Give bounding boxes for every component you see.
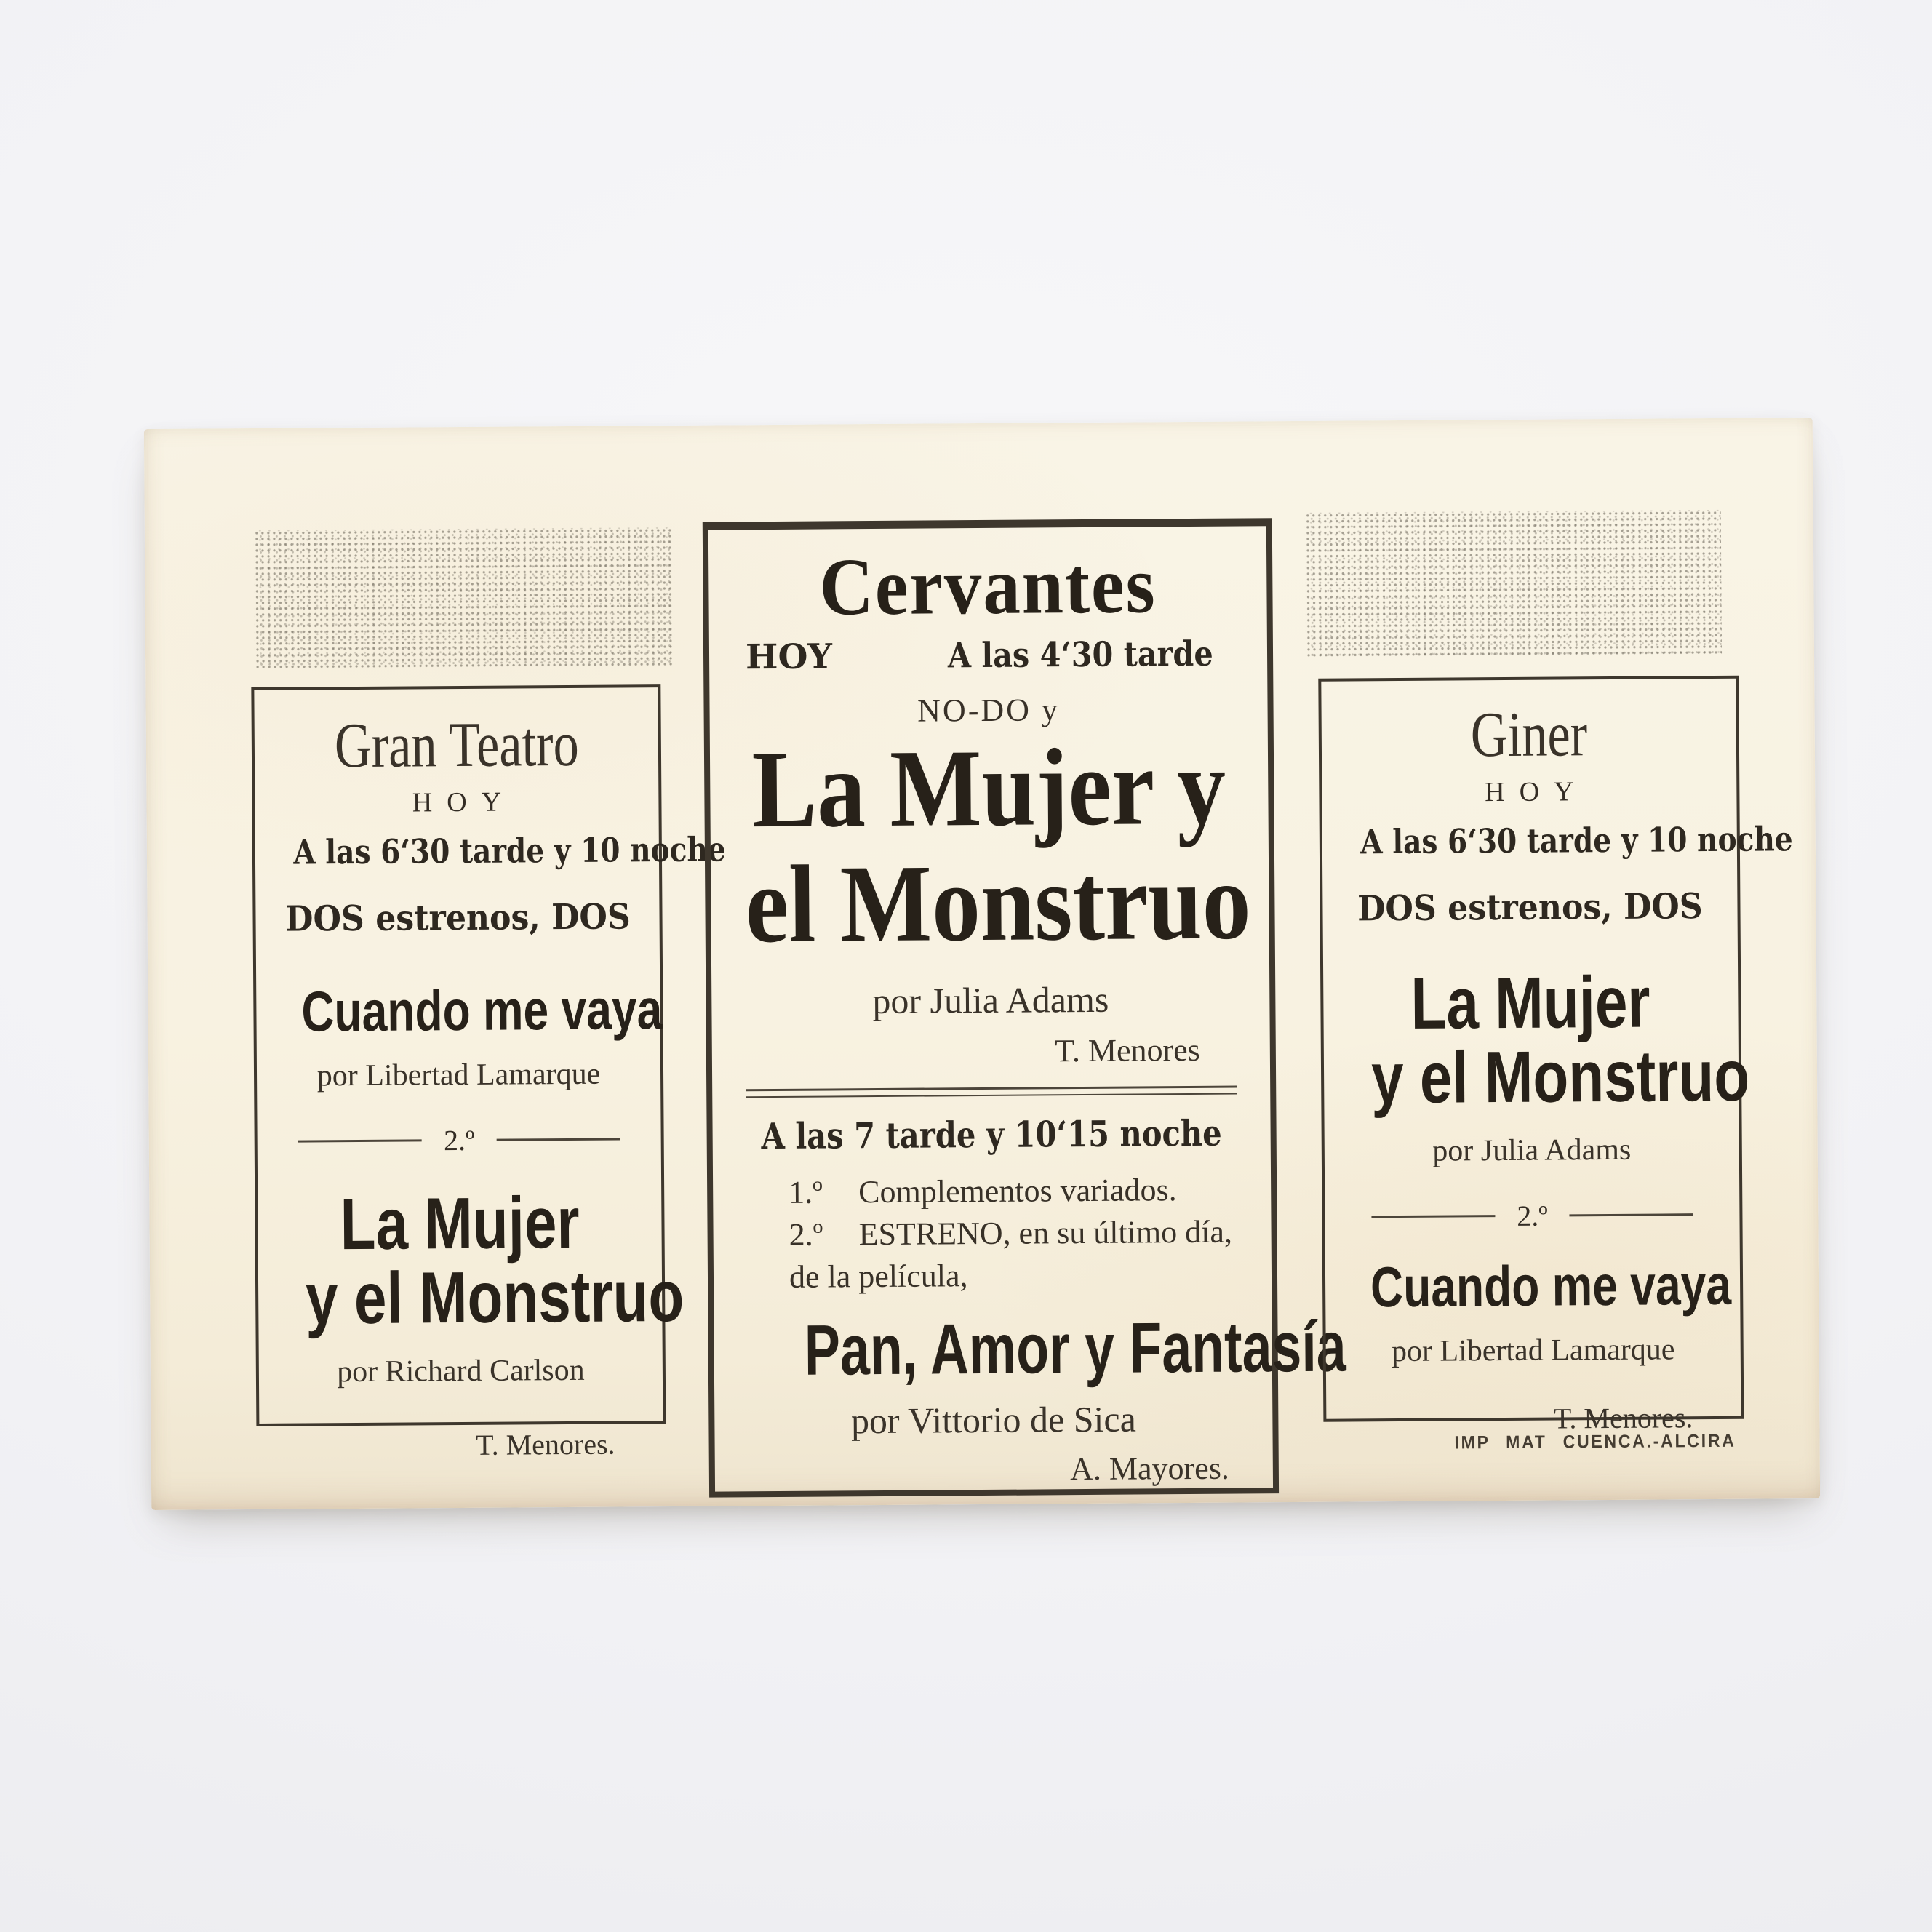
program-item-1 (789, 1168, 1271, 1214)
program-item-2-continuation: de la película, (789, 1258, 968, 1296)
today-label: HOY (745, 636, 833, 678)
venue-name-gran-teatro (255, 708, 659, 782)
venue-name-giner (1322, 699, 1737, 771)
showtimes-line (255, 829, 726, 872)
film2-title-text: Pan, Amor y Fantasía (804, 1306, 1346, 1391)
venue-name-text: Giner (1470, 699, 1588, 771)
film2-title (1325, 1253, 1741, 1320)
rating2-label: A. Mayores. (1069, 1450, 1230, 1488)
film1-credit: por Julia Adams (872, 978, 1109, 1022)
film1-title (1323, 961, 1750, 1119)
film2-credit: por Vittorio de Sica (850, 1398, 1136, 1442)
film1-title-line1 (1323, 961, 1739, 1045)
film2-title-text: Cuando me vaya (1370, 1253, 1732, 1320)
program-item-2 (789, 1210, 1271, 1256)
film1-title-line2 (711, 839, 1269, 966)
strapline-text: DOS estrenos, DOS (1357, 885, 1703, 929)
venue-name-cervantes (708, 540, 1267, 633)
film1-credit: por Julia Adams (1432, 1133, 1632, 1169)
second-feature-divider (1325, 1197, 1739, 1234)
film1-title (710, 724, 1269, 966)
divider-number: 2.º (1517, 1199, 1548, 1233)
film1-title-line2-text: y el Monstruo (1370, 1035, 1750, 1119)
strapline-text: DOS estrenos, DOS (284, 895, 631, 940)
rating-label: T. Menores. (476, 1427, 615, 1462)
second-feature-divider (258, 1122, 661, 1159)
film1-title-line2 (1324, 1035, 1750, 1119)
film1-title-line1 (710, 724, 1269, 851)
venue-name-text: Cervantes (818, 540, 1157, 633)
today-session-row (709, 634, 1267, 677)
rating1-label: T. Menores (1055, 1032, 1201, 1069)
strapline (1322, 887, 1737, 928)
today-label: HOY (1485, 776, 1589, 808)
today-label: HOY (412, 786, 516, 818)
divider-line-left (298, 1140, 422, 1143)
divider-number: 2.º (443, 1124, 475, 1157)
divider-line-right (1570, 1214, 1693, 1217)
printer-imprint (1442, 1431, 1749, 1454)
film2-title-line2 (258, 1256, 684, 1340)
program-item-1-text: Complementos variados. (858, 1172, 1177, 1210)
section-rule (746, 1086, 1237, 1098)
halftone-band-right (1305, 510, 1722, 657)
divider-line-right (496, 1138, 620, 1141)
film2-title (714, 1306, 1346, 1391)
panel-cervantes (703, 518, 1346, 1497)
film2-title-line1-text: La Mujer (340, 1182, 580, 1266)
film2-title-line1 (258, 1182, 662, 1266)
film1-title-line1-text: La Mujer y (751, 724, 1227, 851)
showtimes-line (1322, 819, 1793, 862)
newsreel-line: NO-DO y (917, 692, 1061, 729)
film2-title (258, 1182, 684, 1340)
venue-name-text: Gran Teatro (334, 708, 579, 782)
film1-title (256, 977, 663, 1044)
program-list (713, 1168, 1272, 1299)
strapline (255, 895, 659, 940)
flyer-paper (144, 418, 1820, 1510)
rating-label: T. Menores. (1553, 1401, 1693, 1435)
film1-title-text: Cuando me vaya (301, 977, 663, 1044)
film1-title-line2-text: el Monstruo (745, 839, 1252, 966)
panel-giner (1318, 676, 1793, 1435)
program-item-2-text: ESTRENO, en su último día, (858, 1213, 1233, 1253)
session2-time-text: A las 7 tarde y 10‘15 noche (761, 1111, 1222, 1158)
program-item-2-number: 2.º (789, 1216, 823, 1253)
divider-line-left (1371, 1215, 1495, 1218)
session2-time (712, 1111, 1270, 1157)
film2-credit: por Libertad Lamarque (1391, 1333, 1675, 1369)
program-item-1-number: 1.º (789, 1174, 823, 1211)
showtimes-text: A las 6‘30 tarde y 10 noche (1360, 819, 1793, 862)
panel-gran-teatro (251, 684, 726, 1462)
session1-time (929, 634, 1231, 676)
film1-credit: por Libertad Lamarque (316, 1058, 601, 1093)
film2-title-line2-text: y el Monstruo (305, 1256, 684, 1340)
printer-imprint-text: IMP MAT CUENCA.-ALCIRA (1454, 1430, 1736, 1453)
halftone-band-left (254, 527, 675, 668)
film1-title-line1-text: La Mujer (1410, 961, 1651, 1045)
session1-time-text: A las 4‘30 tarde (947, 634, 1213, 676)
film2-credit: por Richard Carlson (336, 1354, 585, 1389)
showtimes-text: A las 6‘30 tarde y 10 noche (293, 829, 726, 872)
